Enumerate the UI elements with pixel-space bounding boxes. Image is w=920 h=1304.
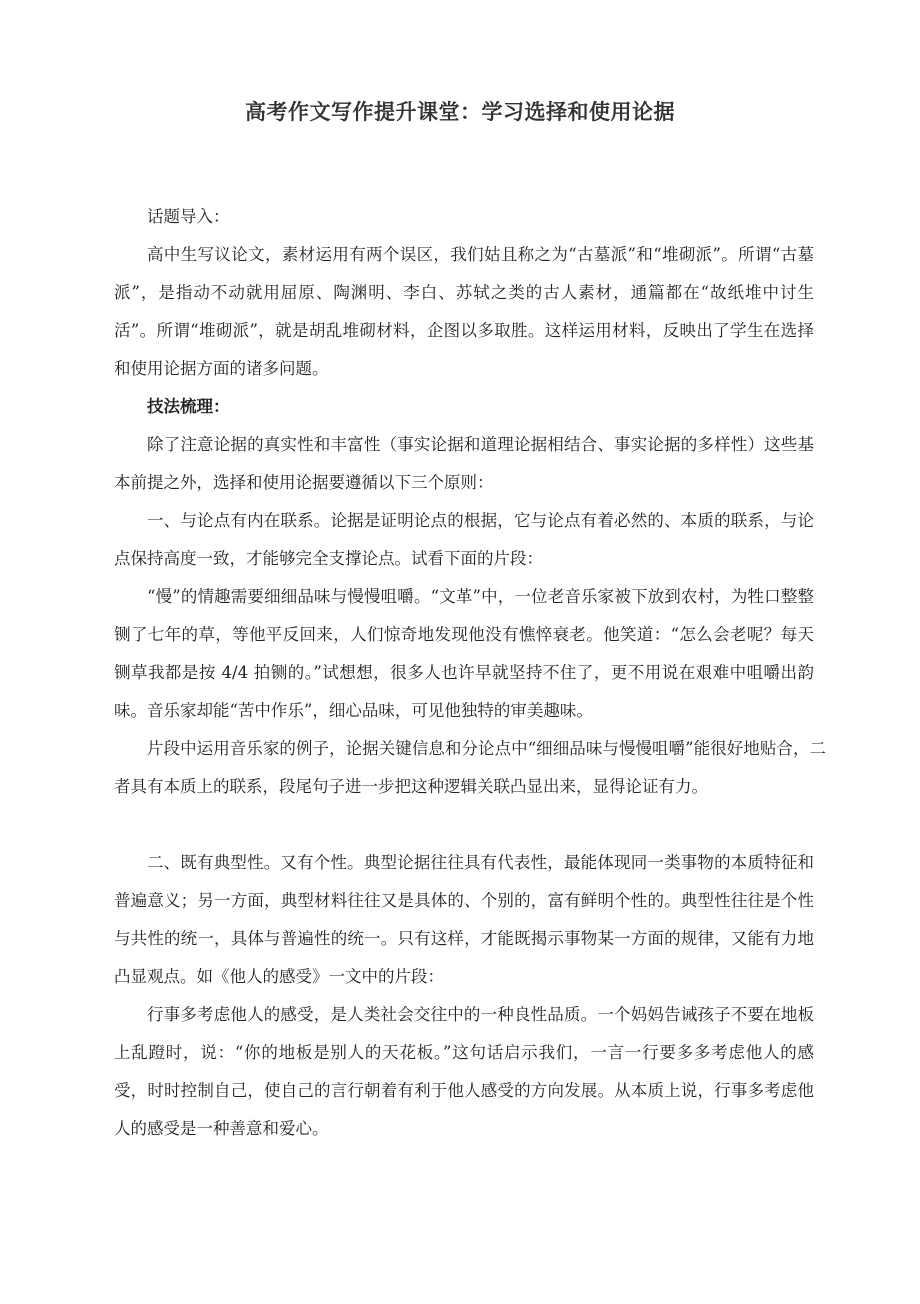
paragraph-example-feelings: 行事多考虑他人的感受，是人类社会交往中的一种良性品质。一个妈妈告诫孩子不要在地板上乱蹬时，说：“你的地板是别人的天花板。”这句话启示我们，一言一行要多多考虑他人的感受，时时控制自己，使自己的言行朝着有利于他人感受的方向发展。从本质上说，行事多考虑他人的感受是一种善意和爱心。 [114, 1005, 814, 1138]
paragraph-gap [114, 806, 814, 844]
paragraph-principle-two: 二、既有典型性。又有个性。典型论据往往具有代表性，最能体现同一类事物的本质特征和普遍意义；另一方面，典型材料往往又是具体的、个别的，富有鲜明个性的。典型性往往是个性与共性的统一，具体与普遍性的统一。只有这样，才能既揭示事物某一方面的规律，又能有力地凸显观点。如《他人的感受》一文中的片段： [114, 853, 814, 986]
document-body [114, 198, 826, 1148]
document-title: 高考作文写作提升课堂：学习选择和使用论据 [245, 100, 675, 124]
paragraph-principle-one: 一、与论点有内在联系。论据是证明论点的根据，它与论点有着必然的、本质的联系，与论点保持高度一致，才能够完全支撑论点。试看下面的片段： [114, 511, 814, 568]
paragraph-example-analysis: 片段中运用音乐家的例子，论据关键信息和分论点中“细细品味与慢慢咀嚼”能很好地贴合，二者具有本质上的联系，段尾句子进一步把这种逻辑关联凸显出来，显得论证有力。 [114, 739, 826, 796]
paragraph-intro: 高中生写议论文，素材运用有两个误区，我们姑且称之为“古墓派”和“堆砌派”。所谓“古墓派”，是指动不动就用屈原、陶渊明、李白、苏轼之类的古人素材，通篇都在“故纸堆中讨生活”。所谓“堆砌派”，就是胡乱堆砌材料，企图以多取胜。这样运用材料，反映出了学生在选择和使用论据方面的诸多问题。 [114, 245, 814, 378]
section-heading-topic-intro: 话题导入： [147, 207, 230, 226]
section-heading-technique: 技法梳理： [147, 397, 230, 416]
paragraph-principles-intro: 除了注意论据的真实性和丰富性（事实论据和道理论据相结合、事实论据的多样性）这些基本前提之外，选择和使用论据要遵循以下三个原则： [114, 435, 814, 492]
paragraph-example-musician: “慢”的情趣需要细细品味与慢慢咀嚼。“文革”中，一位老音乐家被下放到农村，为牲口整整铡了七年的草，等他平反回来，人们惊奇地发现他没有憔悴衰老。他笑道：“怎么会老呢？每天铡草我都是按 4/4 拍铡的。”试想想，很多人也许早就坚持不住了，更不用说在艰难中咀嚼出韵味。音乐家却能“苦中作乐”，细心品味，可见他独特的审美趣味。 [114, 587, 814, 720]
